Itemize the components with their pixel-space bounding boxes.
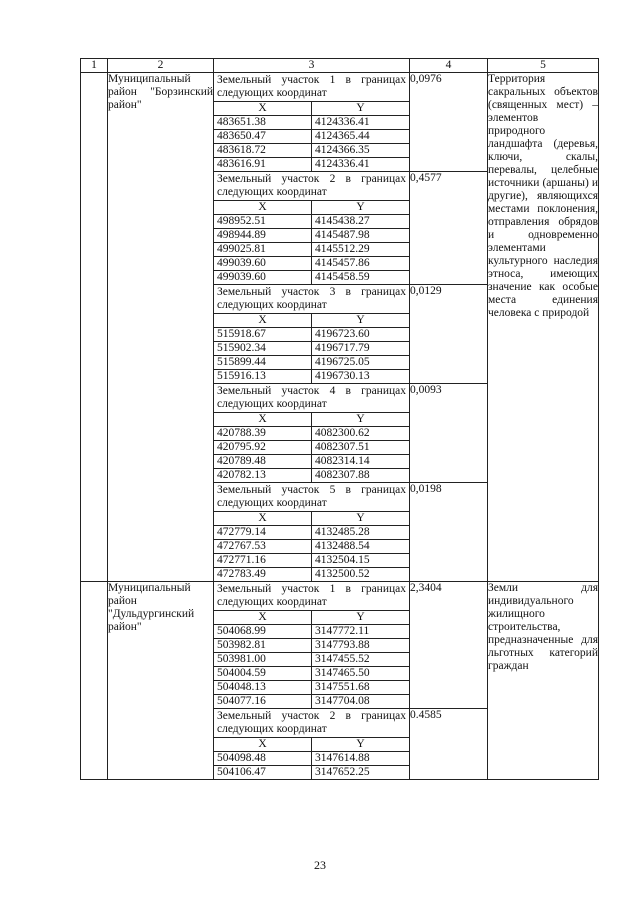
plot-cell	[214, 709, 410, 780]
coord-row	[214, 469, 409, 483]
coord-x: 472779.14	[214, 526, 312, 540]
plot-area: 0,4577	[410, 172, 488, 285]
plot-area: 2,3404	[410, 582, 488, 709]
coord-header-x: X	[214, 512, 312, 526]
land-purpose: Территория сакральных объектов (священных мест) – элементов природного ландшафта (деревья, ключи, скалы, перевалы, целебные источники (аршаны) и другие), являющихся местами поклонения, отправления обрядов и одновременно элементами культурного наследия этноса, имеющих значение как особые места единения человека с природой	[488, 73, 599, 582]
coord-row	[214, 681, 409, 695]
coord-row	[214, 625, 409, 639]
coord-y: 4124365.44	[312, 130, 410, 144]
coord-y: 4132488.54	[312, 540, 410, 554]
coord-header-y: Y	[312, 738, 410, 752]
coord-header-row	[214, 413, 409, 427]
header-row	[81, 59, 599, 73]
plot-title-row	[214, 285, 409, 314]
coord-x: 483618.72	[214, 144, 312, 158]
plot-title: Земельный участок 4 в границах следующих координат	[214, 384, 409, 413]
plot-area: 0,0976	[410, 73, 488, 172]
land-purpose: Земли для индивидуального жилищного строительства, предназначенные для льготных категорий граждан	[488, 582, 599, 780]
plot-title-row	[214, 73, 409, 102]
coord-row	[214, 695, 409, 709]
plot-area: 0,0093	[410, 384, 488, 483]
coord-row	[214, 342, 409, 356]
coord-row	[214, 215, 409, 229]
coord-header-y: Y	[312, 413, 410, 427]
row-number-cell	[81, 73, 108, 582]
coord-header-y: Y	[312, 512, 410, 526]
coord-y: 3147455.52	[312, 653, 410, 667]
plot-coordinates-table	[214, 709, 409, 779]
coord-row	[214, 441, 409, 455]
coord-row	[214, 144, 409, 158]
coord-y: 4196717.79	[312, 342, 410, 356]
plot-title-row	[214, 709, 409, 738]
coord-y: 4124366.35	[312, 144, 410, 158]
plot-cell	[214, 73, 410, 172]
coord-header-x: X	[214, 611, 312, 625]
plot-coordinates-table	[214, 73, 409, 171]
coord-row	[214, 229, 409, 243]
coord-y: 3147772.11	[312, 625, 410, 639]
plot-cell	[214, 483, 410, 582]
plot-cell	[214, 582, 410, 709]
coord-y: 4132485.28	[312, 526, 410, 540]
plot-area: 0,0198	[410, 483, 488, 582]
plot-coordinates-table	[214, 582, 409, 708]
coord-row	[214, 370, 409, 384]
coord-x: 499025.81	[214, 243, 312, 257]
coord-x: 420795.92	[214, 441, 312, 455]
district-name: Муниципальный район "Борзинский район"	[108, 73, 214, 582]
coord-header-row	[214, 611, 409, 625]
coord-row	[214, 540, 409, 554]
coord-x: 472783.49	[214, 568, 312, 582]
plot-area: 0,0129	[410, 285, 488, 384]
coord-row	[214, 243, 409, 257]
coord-x: 504098.48	[214, 752, 312, 766]
coord-x: 504068.99	[214, 625, 312, 639]
coord-header-row	[214, 102, 409, 116]
coord-x: 498944.89	[214, 229, 312, 243]
coord-x: 498952.51	[214, 215, 312, 229]
plot-title: Земельный участок 3 в границах следующих координат	[214, 285, 409, 314]
coord-x: 483650.47	[214, 130, 312, 144]
coord-x: 472767.53	[214, 540, 312, 554]
coord-x: 483651.38	[214, 116, 312, 130]
coord-header-row	[214, 314, 409, 328]
plot-coordinates-table	[214, 285, 409, 383]
coord-row	[214, 526, 409, 540]
coord-header-x: X	[214, 314, 312, 328]
header-col-4: 4	[410, 59, 488, 73]
coord-row	[214, 653, 409, 667]
district-1-plot-row	[81, 73, 599, 172]
coord-x: 504106.47	[214, 766, 312, 780]
coord-row	[214, 752, 409, 766]
coord-x: 483616.91	[214, 158, 312, 172]
header-col-3: 3	[214, 59, 410, 73]
coord-y: 4196730.13	[312, 370, 410, 384]
coord-row	[214, 667, 409, 681]
coord-y: 4082300.62	[312, 427, 410, 441]
coord-header-x: X	[214, 102, 312, 116]
coord-header-y: Y	[312, 201, 410, 215]
plot-title: Земельный участок 5 в границах следующих координат	[214, 483, 409, 512]
header-col-1: 1	[81, 59, 108, 73]
coord-y: 4145458.59	[312, 271, 410, 285]
coord-y: 3147551.68	[312, 681, 410, 695]
coord-header-x: X	[214, 413, 312, 427]
coord-x: 420782.13	[214, 469, 312, 483]
coord-y: 4132500.52	[312, 568, 410, 582]
coord-row	[214, 271, 409, 285]
coord-y: 4124336.41	[312, 116, 410, 130]
coord-x: 515902.34	[214, 342, 312, 356]
coord-y: 3147614.88	[312, 752, 410, 766]
coord-row	[214, 639, 409, 653]
district-2-plot-row	[81, 582, 599, 709]
coord-row	[214, 328, 409, 342]
coord-y: 4145438.27	[312, 215, 410, 229]
plot-title-row	[214, 483, 409, 512]
plot-cell	[214, 384, 410, 483]
coord-y: 4082314.14	[312, 455, 410, 469]
coord-y: 4082307.88	[312, 469, 410, 483]
coord-x: 515916.13	[214, 370, 312, 384]
coord-y: 3147465.50	[312, 667, 410, 681]
coord-x: 503981.00	[214, 653, 312, 667]
coord-row	[214, 257, 409, 271]
district-name: Муниципальный район "Дульдургинский район"	[108, 582, 214, 780]
header-col-2: 2	[108, 59, 214, 73]
plot-title: Земельный участок 1 в границах следующих координат	[214, 582, 409, 611]
plot-title-row	[214, 582, 409, 611]
plot-area: 0.4585	[410, 709, 488, 780]
coord-row	[214, 116, 409, 130]
coord-y: 4082307.51	[312, 441, 410, 455]
coord-x: 499039.60	[214, 271, 312, 285]
coord-header-row	[214, 738, 409, 752]
coord-x: 420789.48	[214, 455, 312, 469]
coord-header-y: Y	[312, 314, 410, 328]
plot-title: Земельный участок 2 в границах следующих координат	[214, 709, 409, 738]
plot-title: Земельный участок 1 в границах следующих координат	[214, 73, 409, 102]
coord-header-row	[214, 201, 409, 215]
plot-title: Земельный участок 2 в границах следующих координат	[214, 172, 409, 201]
coord-header-x: X	[214, 201, 312, 215]
plot-cell	[214, 172, 410, 285]
coord-x: 504048.13	[214, 681, 312, 695]
plot-title-row	[214, 172, 409, 201]
coord-y: 4145512.29	[312, 243, 410, 257]
coord-row	[214, 455, 409, 469]
coord-header-y: Y	[312, 102, 410, 116]
coord-header-x: X	[214, 738, 312, 752]
plot-coordinates-table	[214, 384, 409, 482]
coord-y: 3147704.08	[312, 695, 410, 709]
coord-y: 4145487.98	[312, 229, 410, 243]
coord-header-row	[214, 512, 409, 526]
coord-header-y: Y	[312, 611, 410, 625]
coord-y: 3147652.25	[312, 766, 410, 780]
coord-y: 4132504.15	[312, 554, 410, 568]
coord-x: 515918.67	[214, 328, 312, 342]
land-plots-table	[80, 58, 599, 780]
coord-row	[214, 568, 409, 582]
coord-x: 504077.16	[214, 695, 312, 709]
coord-row	[214, 158, 409, 172]
coord-y: 4196723.60	[312, 328, 410, 342]
coord-x: 503982.81	[214, 639, 312, 653]
plot-coordinates-table	[214, 172, 409, 284]
plot-cell	[214, 285, 410, 384]
page-number: 23	[314, 858, 326, 872]
header-col-5: 5	[488, 59, 599, 73]
row-number-cell	[81, 582, 108, 780]
coord-row	[214, 130, 409, 144]
coord-row	[214, 766, 409, 780]
coord-row	[214, 427, 409, 441]
coord-x: 472771.16	[214, 554, 312, 568]
plot-title-row	[214, 384, 409, 413]
coord-y: 4145457.86	[312, 257, 410, 271]
coord-row	[214, 554, 409, 568]
coord-x: 420788.39	[214, 427, 312, 441]
coord-row	[214, 356, 409, 370]
coord-x: 504004.59	[214, 667, 312, 681]
plot-coordinates-table	[214, 483, 409, 581]
coord-y: 4124336.41	[312, 158, 410, 172]
coord-x: 515899.44	[214, 356, 312, 370]
coord-y: 3147793.88	[312, 639, 410, 653]
coord-y: 4196725.05	[312, 356, 410, 370]
coord-x: 499039.60	[214, 257, 312, 271]
